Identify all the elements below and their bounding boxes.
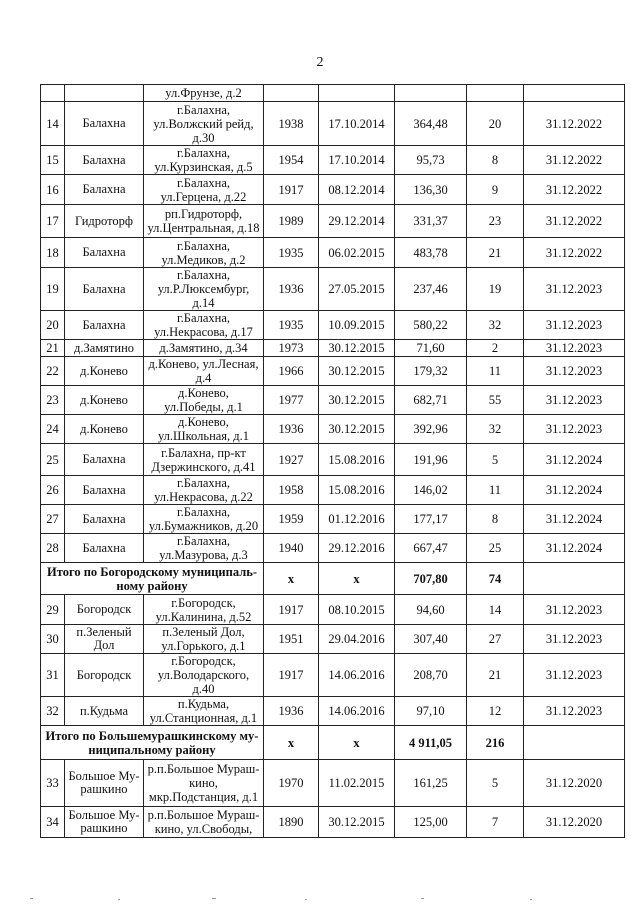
subtotal-row (41, 726, 625, 760)
table-row (41, 85, 625, 102)
address-cell: р.п.Большое Мураш- кино, ул.Свободы, (144, 807, 264, 838)
year-built-cell: 1917 (264, 654, 319, 697)
recognition-date-cell: 27.05.2015 (319, 268, 395, 311)
area-cell: 682,71 (395, 386, 467, 415)
address-cell: г.Богородск, ул.Володарского, д.40 (144, 654, 264, 697)
year-built-cell: 1973 (264, 340, 319, 357)
recognition-date-cell: х (319, 563, 395, 595)
row-number-cell: 21 (41, 340, 65, 357)
deadline-cell (524, 726, 625, 760)
table-row (41, 415, 625, 444)
table-row (41, 654, 625, 697)
deadline-cell: 31.12.2023 (524, 311, 625, 340)
residents-cell: 5 (467, 444, 524, 476)
area-cell: 707,80 (395, 563, 467, 595)
area-cell: 307,40 (395, 625, 467, 654)
locality-cell: Богородск (65, 595, 144, 625)
residents-cell: 12 (467, 697, 524, 726)
year-built-cell: 1938 (264, 102, 319, 146)
locality-cell (65, 85, 144, 102)
recognition-date-cell: 11.02.2015 (319, 760, 395, 807)
area-cell: 177,17 (395, 505, 467, 534)
table-row (41, 311, 625, 340)
area-cell (395, 85, 467, 102)
recognition-date-cell: 06.02.2015 (319, 238, 395, 268)
year-built-cell: 1917 (264, 595, 319, 625)
address-cell: г.Балахна, ул.Герцена, д.22 (144, 175, 264, 205)
area-cell: 71,60 (395, 340, 467, 357)
area-cell: 97,10 (395, 697, 467, 726)
deadline-cell: 31.12.2024 (524, 534, 625, 563)
deadline-cell: 31.12.2023 (524, 595, 625, 625)
recognition-date-cell: 10.09.2015 (319, 311, 395, 340)
recognition-date-cell: 29.12.2016 (319, 534, 395, 563)
deadline-cell: 31.12.2023 (524, 625, 625, 654)
year-built-cell: 1936 (264, 268, 319, 311)
recognition-date-cell (319, 85, 395, 102)
locality-cell: Большое Му- рашкино (65, 807, 144, 838)
address-cell: г.Балахна, ул.Р.Люксембург, д.14 (144, 268, 264, 311)
residents-cell: 32 (467, 415, 524, 444)
recognition-date-cell: 30.12.2015 (319, 415, 395, 444)
recognition-date-cell: 01.12.2016 (319, 505, 395, 534)
subtotal-label: Итого по Большемурашкинскому му- ниципальному району (41, 726, 264, 760)
table-row (41, 175, 625, 205)
residents-cell: 19 (467, 268, 524, 311)
table-row (41, 807, 625, 838)
subtotal-row (41, 563, 625, 595)
deadline-cell: 31.12.2023 (524, 697, 625, 726)
year-built-cell: х (264, 563, 319, 595)
table-row (41, 357, 625, 386)
locality-cell: Балахна (65, 238, 144, 268)
residents-cell: 7 (467, 807, 524, 838)
address-cell: г.Балахна, ул.Некрасова, д.22 (144, 476, 264, 505)
area-cell: 483,78 (395, 238, 467, 268)
locality-cell: Балахна (65, 268, 144, 311)
table-row (41, 444, 625, 476)
row-number-cell: 34 (41, 807, 65, 838)
locality-cell: д.Конево (65, 386, 144, 415)
deadline-cell: 31.12.2020 (524, 807, 625, 838)
locality-cell: Балахна (65, 476, 144, 505)
subtotal-label: Итого по Богородскому муниципаль- ному району (41, 563, 264, 595)
residents-cell: 5 (467, 760, 524, 807)
table-row (41, 625, 625, 654)
residents-cell: 9 (467, 175, 524, 205)
year-built-cell: 1927 (264, 444, 319, 476)
table-row (41, 386, 625, 415)
deadline-cell: 31.12.2022 (524, 175, 625, 205)
row-number-cell: 31 (41, 654, 65, 697)
residents-cell: 216 (467, 726, 524, 760)
residents-cell: 11 (467, 476, 524, 505)
row-number-cell: 25 (41, 444, 65, 476)
area-cell: 146,02 (395, 476, 467, 505)
deadline-cell: 31.12.2023 (524, 268, 625, 311)
table-row (41, 476, 625, 505)
residents-cell: 32 (467, 311, 524, 340)
year-built-cell: 1890 (264, 807, 319, 838)
row-number-cell: 30 (41, 625, 65, 654)
locality-cell: д.Конево (65, 415, 144, 444)
deadline-cell: 31.12.2022 (524, 146, 625, 175)
scan-edge-noise (0, 895, 640, 905)
row-number-cell: 28 (41, 534, 65, 563)
year-built-cell (264, 85, 319, 102)
recognition-date-cell: 30.12.2015 (319, 807, 395, 838)
table-row (41, 697, 625, 726)
year-built-cell: 1989 (264, 205, 319, 238)
recognition-date-cell: х (319, 726, 395, 760)
table-row (41, 268, 625, 311)
address-cell: п.Зеленый Дол, ул.Горького, д.1 (144, 625, 264, 654)
area-cell: 392,96 (395, 415, 467, 444)
row-number-cell: 19 (41, 268, 65, 311)
recognition-date-cell: 29.12.2014 (319, 205, 395, 238)
row-number-cell (41, 85, 65, 102)
year-built-cell: 1954 (264, 146, 319, 175)
recognition-date-cell: 30.12.2015 (319, 386, 395, 415)
table-row (41, 102, 625, 146)
address-cell: г.Балахна, ул.Мазурова, д.3 (144, 534, 264, 563)
address-cell: г.Балахна, пр-кт Дзержинского, д.41 (144, 444, 264, 476)
locality-cell: п.Зеленый Дол (65, 625, 144, 654)
row-number-cell: 24 (41, 415, 65, 444)
address-cell: д.Конево, ул.Школьная, д.1 (144, 415, 264, 444)
area-cell: 161,25 (395, 760, 467, 807)
page-number: 2 (316, 55, 324, 70)
row-number-cell: 29 (41, 595, 65, 625)
row-number-cell: 23 (41, 386, 65, 415)
deadline-cell: 31.12.2024 (524, 505, 625, 534)
area-cell: 208,70 (395, 654, 467, 697)
residents-cell: 74 (467, 563, 524, 595)
deadline-cell: 31.12.2020 (524, 760, 625, 807)
address-cell: г.Балахна, ул.Бумажников, д.20 (144, 505, 264, 534)
area-cell: 191,96 (395, 444, 467, 476)
recognition-date-cell: 15.08.2016 (319, 444, 395, 476)
residents-cell: 21 (467, 654, 524, 697)
residents-cell: 27 (467, 625, 524, 654)
deadline-cell: 31.12.2024 (524, 476, 625, 505)
deadline-cell: 31.12.2022 (524, 205, 625, 238)
locality-cell: Балахна (65, 505, 144, 534)
recognition-date-cell: 30.12.2015 (319, 357, 395, 386)
address-cell: п.Кудьма, ул.Станционная, д.1 (144, 697, 264, 726)
row-number-cell: 33 (41, 760, 65, 807)
residents-cell: 8 (467, 505, 524, 534)
recognition-date-cell: 30.12.2015 (319, 340, 395, 357)
area-cell: 125,00 (395, 807, 467, 838)
recognition-date-cell: 14.06.2016 (319, 654, 395, 697)
year-built-cell: 1935 (264, 238, 319, 268)
area-cell: 364,48 (395, 102, 467, 146)
housing-registry-table (40, 84, 625, 838)
residents-cell: 55 (467, 386, 524, 415)
deadline-cell: 31.12.2023 (524, 415, 625, 444)
row-number-cell: 32 (41, 697, 65, 726)
recognition-date-cell: 08.12.2014 (319, 175, 395, 205)
locality-cell: д.Конево (65, 357, 144, 386)
locality-cell: Балахна (65, 534, 144, 563)
row-number-cell: 15 (41, 146, 65, 175)
recognition-date-cell: 29.04.2016 (319, 625, 395, 654)
locality-cell: Балахна (65, 102, 144, 146)
row-number-cell: 18 (41, 238, 65, 268)
deadline-cell: 31.12.2023 (524, 654, 625, 697)
table-row (41, 595, 625, 625)
year-built-cell: 1935 (264, 311, 319, 340)
row-number-cell: 27 (41, 505, 65, 534)
year-built-cell: 1936 (264, 697, 319, 726)
address-cell: г.Балахна, ул.Волжский рейд, д.30 (144, 102, 264, 146)
year-built-cell: 1917 (264, 175, 319, 205)
table-row (41, 340, 625, 357)
address-cell: д.Конево, ул.Победы, д.1 (144, 386, 264, 415)
row-number-cell: 22 (41, 357, 65, 386)
address-cell: г.Балахна, ул.Медиков, д.2 (144, 238, 264, 268)
recognition-date-cell: 17.10.2014 (319, 102, 395, 146)
area-cell: 580,22 (395, 311, 467, 340)
year-built-cell: 1940 (264, 534, 319, 563)
address-cell: д.Конево, ул.Лесная, д.4 (144, 357, 264, 386)
table-row (41, 205, 625, 238)
residents-cell: 2 (467, 340, 524, 357)
row-number-cell: 17 (41, 205, 65, 238)
address-cell: рп.Гидроторф, ул.Центральная, д.18 (144, 205, 264, 238)
deadline-cell: 31.12.2022 (524, 102, 625, 146)
row-number-cell: 20 (41, 311, 65, 340)
residents-cell (467, 85, 524, 102)
row-number-cell: 14 (41, 102, 65, 146)
address-cell: ул.Фрунзе, д.2 (144, 85, 264, 102)
year-built-cell: 1936 (264, 415, 319, 444)
row-number-cell: 26 (41, 476, 65, 505)
locality-cell: Богородск (65, 654, 144, 697)
locality-cell: Балахна (65, 175, 144, 205)
locality-cell: д.Замятино (65, 340, 144, 357)
area-cell: 4 911,05 (395, 726, 467, 760)
locality-cell: Гидроторф (65, 205, 144, 238)
locality-cell: Балахна (65, 311, 144, 340)
residents-cell: 11 (467, 357, 524, 386)
address-cell: д.Замятино, д.34 (144, 340, 264, 357)
locality-cell: Балахна (65, 444, 144, 476)
table-row (41, 146, 625, 175)
area-cell: 331,37 (395, 205, 467, 238)
year-built-cell: 1966 (264, 357, 319, 386)
recognition-date-cell: 15.08.2016 (319, 476, 395, 505)
table-row (41, 534, 625, 563)
deadline-cell: 31.12.2022 (524, 238, 625, 268)
address-cell: г.Балахна, ул.Курзинская, д.5 (144, 146, 264, 175)
area-cell: 94,60 (395, 595, 467, 625)
deadline-cell (524, 85, 625, 102)
deadline-cell: 31.12.2023 (524, 357, 625, 386)
locality-cell: п.Кудьма (65, 697, 144, 726)
area-cell: 667,47 (395, 534, 467, 563)
area-cell: 179,32 (395, 357, 467, 386)
table-row (41, 238, 625, 268)
locality-cell: Большое Му- рашкино (65, 760, 144, 807)
recognition-date-cell: 14.06.2016 (319, 697, 395, 726)
area-cell: 136,30 (395, 175, 467, 205)
residents-cell: 23 (467, 205, 524, 238)
area-cell: 95,73 (395, 146, 467, 175)
year-built-cell: х (264, 726, 319, 760)
residents-cell: 20 (467, 102, 524, 146)
year-built-cell: 1977 (264, 386, 319, 415)
deadline-cell: 31.12.2023 (524, 386, 625, 415)
deadline-cell: 31.12.2023 (524, 340, 625, 357)
year-built-cell: 1959 (264, 505, 319, 534)
year-built-cell: 1958 (264, 476, 319, 505)
residents-cell: 8 (467, 146, 524, 175)
residents-cell: 25 (467, 534, 524, 563)
year-built-cell: 1970 (264, 760, 319, 807)
deadline-cell (524, 563, 625, 595)
residents-cell: 14 (467, 595, 524, 625)
year-built-cell: 1951 (264, 625, 319, 654)
recognition-date-cell: 08.10.2015 (319, 595, 395, 625)
address-cell: г.Балахна, ул.Некрасова, д.17 (144, 311, 264, 340)
table-row (41, 505, 625, 534)
address-cell: г.Богородск, ул.Калинина, д.52 (144, 595, 264, 625)
recognition-date-cell: 17.10.2014 (319, 146, 395, 175)
registry-body (41, 85, 625, 838)
residents-cell: 21 (467, 238, 524, 268)
row-number-cell: 16 (41, 175, 65, 205)
area-cell: 237,46 (395, 268, 467, 311)
address-cell: р.п.Большое Мураш- кино, мкр.Подстанция, д.1 (144, 760, 264, 807)
table-row (41, 760, 625, 807)
deadline-cell: 31.12.2024 (524, 444, 625, 476)
locality-cell: Балахна (65, 146, 144, 175)
